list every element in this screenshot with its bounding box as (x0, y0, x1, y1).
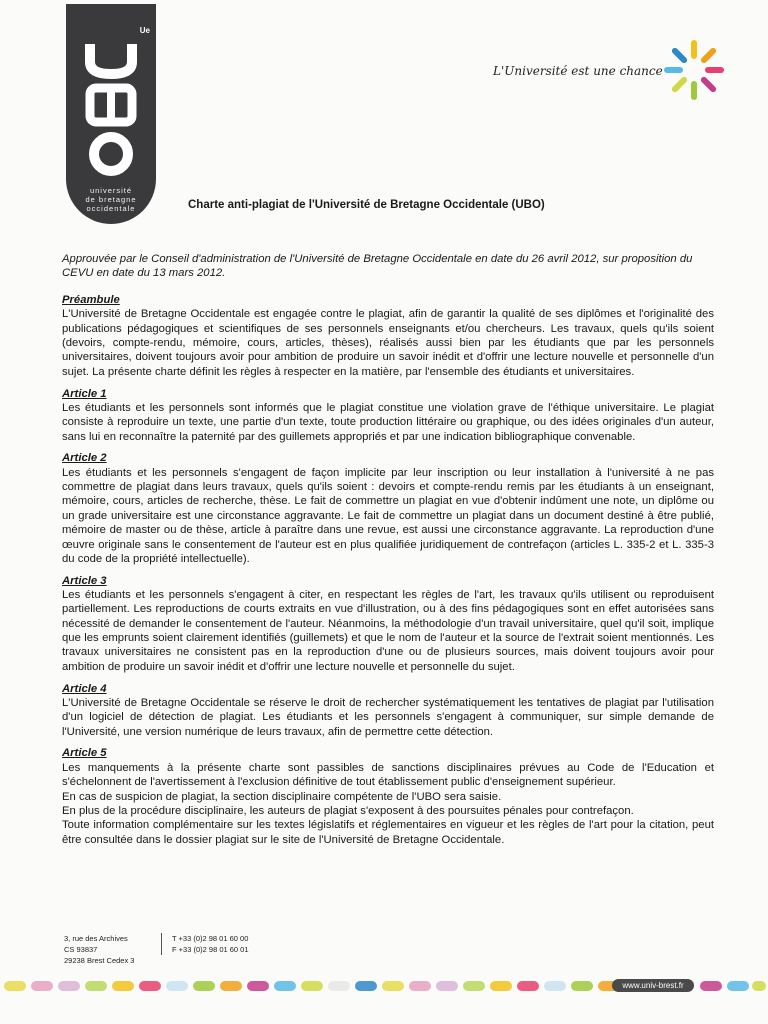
contact-numbers (161, 933, 249, 955)
color-dot (571, 981, 593, 991)
section-heading: Préambule (62, 294, 120, 306)
address-line: 3, rue des Archives (64, 934, 128, 943)
logo-sub-line-3: occidentale (86, 204, 136, 213)
section-paragraph: Les étudiants et les personnels s'engagent de façon implicite par leur inscription ou leur installation à l'université à ne pas commettre de plagiat dans leurs travaux, quels qu'ils soient : devoirs et compte-rendu remis par les étudiants à un enseignant, mémoire, cours, articles de recherche, thèse. Le fait de commettre un plagiat en vue d'obtenir indûment une note, un diplôme ou un grade universitaire est une circonstance aggravante. Le fait de commettre un plagiat dans un document destiné à être publié, mémoire de master ou de thèse, article à paraître dans une revue, est aussi une circonstance aggravante. La reproduction d'une œuvre originale sans le consentement de l'auteur est en plus qualifiée juridiquement de contrefaçon (articles L. 335-2 et L. 335-3 du code de la propriété intellectuelle). (62, 466, 714, 565)
color-dot (328, 981, 350, 991)
color-dot (463, 981, 485, 991)
color-dot (301, 981, 323, 991)
color-dot (355, 981, 377, 991)
address-line: 29238 Brest Cedex 3 (64, 956, 135, 965)
charter-section (62, 746, 714, 846)
color-dot (166, 981, 188, 991)
color-dot (436, 981, 458, 991)
color-dot (274, 981, 296, 991)
color-dot (31, 981, 53, 991)
color-dot (409, 981, 431, 991)
tagline: L'Université est une chance (493, 64, 663, 78)
charter-section (62, 293, 714, 379)
fax-number: F +33 (0)2 98 01 60 01 (172, 945, 249, 954)
section-heading: Article 3 (62, 574, 107, 587)
section-paragraph: L'Université de Bretagne Occidentale se réserve le droit de rechercher systématiquement les tentatives de plagiat par l'utilisation d'un logiciel de détection de plagiat. Les étudiants et les personnels s'engagent à communiquer, sur simple demande de l'Université, une version numérique de leurs travaux, afin de permettre cette détection. (62, 696, 714, 738)
color-dot (544, 981, 566, 991)
section-paragraph: En cas de suspicion de plagiat, la section disciplinaire compétente de l'UBO sera saisie. (62, 790, 502, 803)
color-dot (517, 981, 539, 991)
ubo-logo (66, 4, 156, 224)
color-dot (752, 981, 766, 991)
color-dot (700, 981, 722, 991)
ubo-logo-mark (66, 18, 156, 188)
charter-body (62, 293, 714, 854)
color-dot (193, 981, 215, 991)
website-link[interactable]: www.univ-brest.fr (612, 979, 694, 992)
logo-sub-line-2: de bretagne (85, 195, 137, 204)
charter-section (62, 682, 714, 739)
section-paragraph: Toute information complémentaire sur les textes législatifs et réglementaires en vigueur et les règles de l'art pour la citation, peut être consultée dans le dossier plagiat sur le site de l'Université de Bretagne Occidentale. (62, 819, 714, 846)
logo-sub-line-1: université (89, 186, 133, 195)
color-dot (490, 981, 512, 991)
section-heading: Article 4 (62, 682, 107, 695)
color-dot (727, 981, 749, 991)
sun-ray (704, 51, 713, 60)
charter-title: Charte anti-plagiat de l'Université de Bretagne Occidentale (UBO) (188, 199, 545, 211)
section-paragraph: Les étudiants et les personnels s'engagent à citer, en respectant les règles de l'art, les travaux qu'ils utilisent ou reproduisent partiellement. Les reproductions de courts extraits en vue d'illustration, ou à des fins pédagogiques sont en effet autorisées sans nécessité de demander le consentement de l'auteur. Néanmoins, la méthodologie d'un travail universitaire, quel qu'il soit, implique que les emprunts soient clairement identifiés (guillemets) et que le nom de l'auteur et la source de l'extrait soient mentionnés. Les travaux universitaires ne consistent pas en la reproduction d'une ou de plusieurs sources, mais doivent toujours avoir pour ambition de produire un savoir inédit et d'offrir une lecture nouvelle et personnelle du sujet. (62, 589, 714, 673)
postal-address (64, 933, 134, 966)
charter-section (62, 574, 714, 674)
color-dot (58, 981, 80, 991)
sun-ray (675, 51, 684, 60)
logo-superscript: Ue (139, 26, 150, 35)
sun-rays-icon (655, 35, 733, 105)
section-heading: Article 1 (62, 387, 107, 400)
color-dot (220, 981, 242, 991)
color-dot (139, 981, 161, 991)
sun-ray (704, 80, 713, 89)
color-dot (247, 981, 269, 991)
section-heading: Article 2 (62, 452, 107, 465)
color-dot (112, 981, 134, 991)
sun-ray (675, 80, 684, 89)
address-line: CS 93837 (64, 945, 98, 954)
section-paragraph: Les étudiants et les personnels sont informés que le plagiat constitue une violation grave de l'éthique universitaire. Le plagiat consiste à reproduire un texte, une partie d'un texte, toute production littéraire ou graphique, ou des idées originales d'un auteur, sans lui en reconnaître la paternité par des guillemets appropriés et par une indication bibliographique convenable. (62, 401, 714, 443)
section-heading: Article 5 (62, 747, 107, 760)
phone-number: T +33 (0)2 98 01 60 00 (172, 934, 249, 943)
section-paragraph: En plus de la procédure disciplinaire, les auteurs de plagiat s'exposent à des poursuites pénales pour contrefaçon. (62, 804, 634, 817)
section-paragraph: L'Université de Bretagne Occidentale est engagée contre le plagiat, afin de garantir la qualité de ses diplômes et l'originalité des publications pédagogiques et scientifiques de ses personnels enseignants et/ou chercheurs. Les travaux, quels qu'ils soient (devoirs, compte-rendu, mémoire, cours, articles, thèses), réalisés aussi bien par les étudiants que par les personnels universitaires, doivent toujours avoir pour ambition de produire un savoir inédit et d'offrir une lecture nouvelle et personnelle d'un sujet. La présente charte définit les règles à respecter en la matière, par l'ensemble des étudiants et universitaires. (62, 308, 714, 378)
charter-section (62, 387, 714, 444)
color-dot (382, 981, 404, 991)
charter-section (62, 451, 714, 566)
approval-note: Approuvée par le Conseil d'administration de l'Université de Bretagne Occidentale en date du 26 avril 2012, sur proposition du CEVU en date du 13 mars 2012. (62, 253, 693, 279)
color-dot (4, 981, 26, 991)
section-paragraph: Les manquements à la présente charte sont passibles de sanctions disciplinaires prévues au Code de l'Education et s'échelonnent de l'avertissement à l'exclusion définitive de tout établissement public d'enseignement supérieur. (62, 761, 714, 789)
color-dot (85, 981, 107, 991)
